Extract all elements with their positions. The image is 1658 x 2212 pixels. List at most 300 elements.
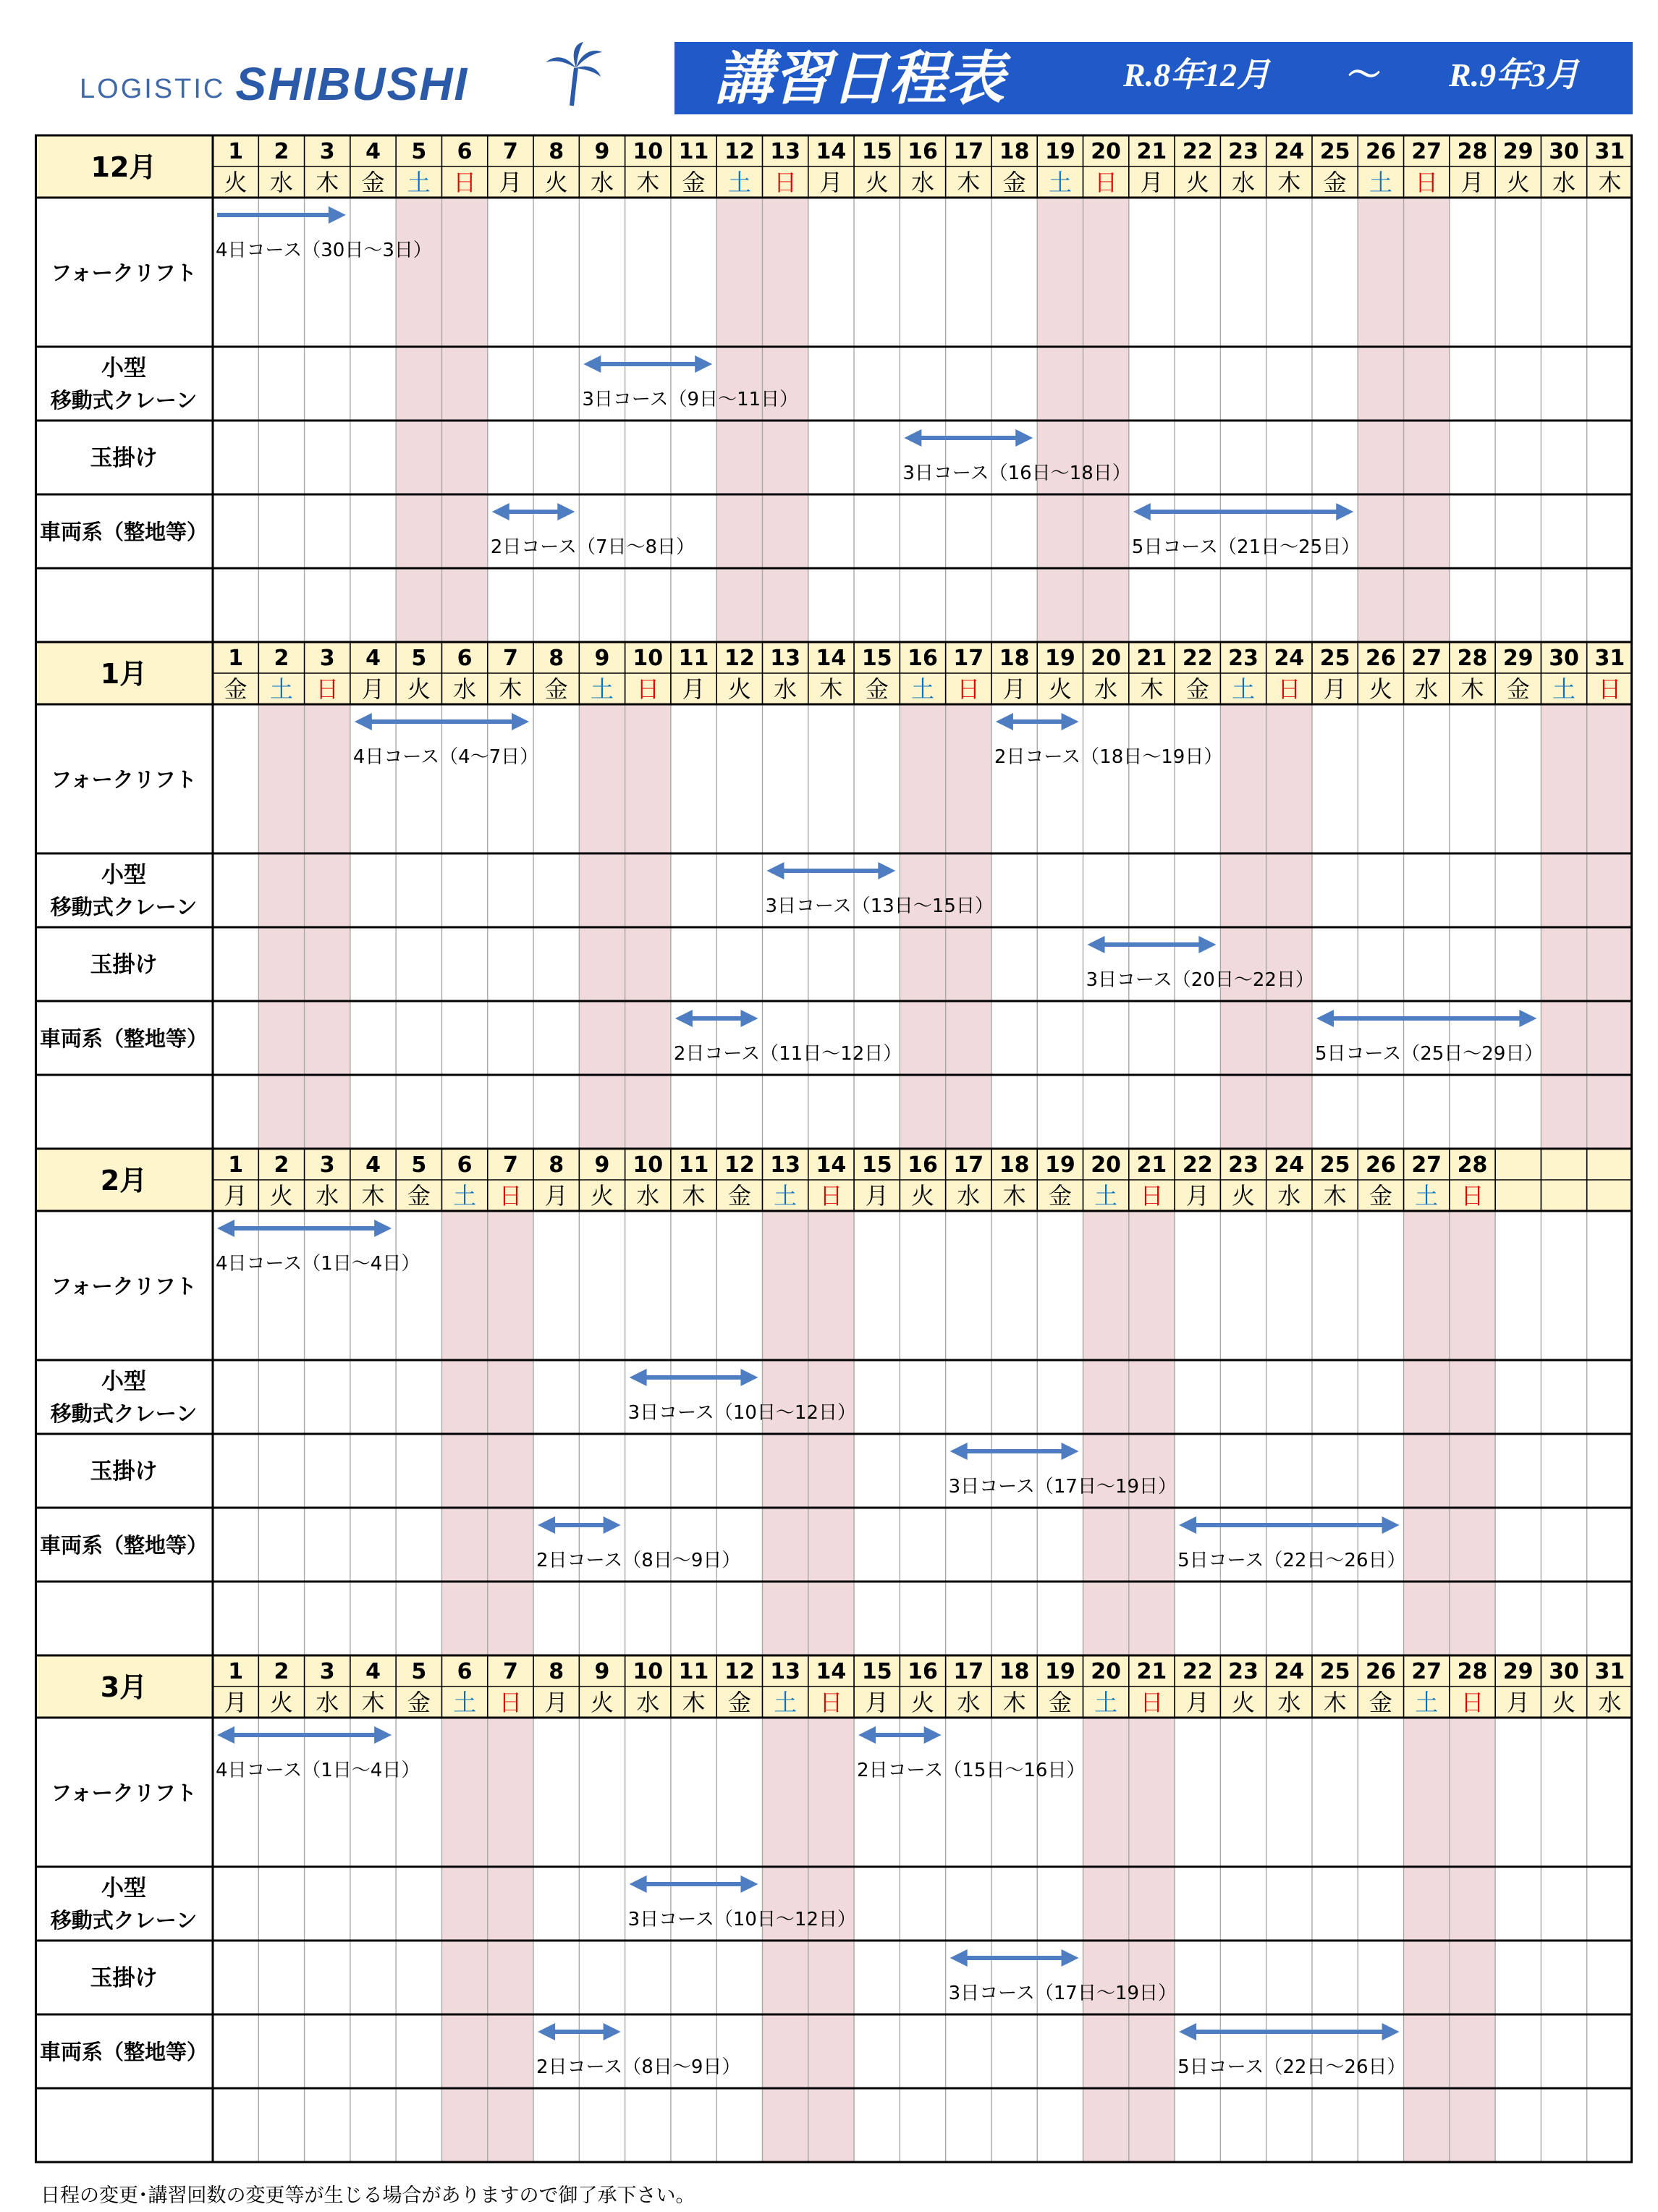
day-number: 1 [228,139,244,164]
arrow-head-left [1316,1010,1334,1027]
weekday-label: 木 [1277,169,1301,196]
day-number: 31 [1594,139,1625,164]
day-number: 6 [457,1152,473,1178]
weekday-label: 月 [865,1182,889,1210]
day-number: 8 [549,1152,564,1178]
day-number: 7 [502,139,518,164]
day-number: 1 [228,1152,244,1178]
day-number: 10 [633,139,664,164]
weekday-label: 木 [1323,1182,1347,1210]
day-number: 26 [1366,1659,1396,1684]
day-number: 23 [1228,139,1259,164]
weekday-label: 木 [819,675,843,703]
weekday-label: 日 [1140,1182,1164,1210]
weekday-label: 月 [544,1182,568,1210]
weekday-label: 金 [224,675,248,703]
course-row-label: フォークリフト [51,1274,197,1299]
day-number: 15 [861,646,892,671]
weekday-label: 火 [1232,1182,1256,1210]
arrow-head-right [1062,1949,1079,1967]
course-arrow [630,1875,758,1893]
palm-tree-icon [544,42,602,107]
arrow-head-left [630,1369,647,1386]
weekday-label: 土 [1094,1689,1118,1716]
day-number: 16 [908,646,938,671]
day-number: 21 [1136,139,1167,164]
weekday-label: 水 [1415,675,1439,703]
day-number: 2 [274,139,289,164]
course-arrow [1133,503,1353,520]
day-number: 20 [1091,1152,1122,1178]
weekday-label: 金 [407,1182,431,1210]
course-row-label: フォークリフト [51,767,197,792]
day-number: 24 [1274,1659,1305,1684]
day-number: 13 [770,646,801,671]
weekday-label: 月 [1323,675,1347,703]
course-row-label: 車両系（整地等） [39,2040,208,2064]
day-number: 9 [594,139,610,164]
day-number: 11 [678,646,709,671]
logo-prefix: LOGISTIC [80,74,226,104]
footer-note: 日程の変更･講習回数の変更等が生じる場合がありますので御了承下さい。 [41,2184,695,2207]
course-arrow [630,1369,758,1386]
arrow-head-left [217,1726,234,1744]
weekday-label: 火 [1506,169,1530,196]
day-number: 16 [908,139,938,164]
course-label: 2日コース（7日～8日） [490,536,695,558]
weekday-label: 木 [682,1689,706,1716]
day-number: 5 [411,1659,427,1684]
day-number: 5 [411,1152,427,1178]
course-row-label: 玉掛け [90,1459,158,1485]
day-number: 5 [411,139,427,164]
course-arrow [950,1443,1079,1460]
day-number: 26 [1366,139,1396,164]
title-banner [674,42,1633,114]
weekday-label: 金 [682,169,706,196]
day-number: 13 [770,1659,801,1684]
course-row-label: 小型 [101,355,146,381]
weekday-label: 金 [544,675,568,703]
day-number: 18 [999,646,1030,671]
arrow-head-left [950,1949,968,1967]
weekday-label: 日 [1460,1182,1484,1210]
day-number: 31 [1594,1659,1625,1684]
weekday-label: 木 [1002,1689,1026,1716]
course-row-label: フォークリフト [51,261,197,285]
course-label: 3日コース（16日～18日） [902,463,1131,484]
day-number: 28 [1457,1152,1488,1178]
month-label: 3月 [100,1671,148,1703]
arrow-head-right [740,1010,758,1027]
course-arrow [904,429,1033,447]
day-number: 3 [319,1659,335,1684]
day-number: 13 [770,1152,801,1178]
day-number: 7 [502,646,518,671]
arrow-head-right [695,355,712,373]
course-label: 3日コース（20日～22日） [1086,969,1314,991]
course-label: 5日コース（22日～26日） [1177,1550,1406,1571]
day-number: 15 [861,1659,892,1684]
weekday-label: 月 [1460,169,1484,196]
day-number: 15 [861,1152,892,1178]
weekday-label: 土 [453,1182,477,1210]
weekday-label: 土 [1048,169,1072,196]
day-number: 4 [365,646,381,671]
day-number: 21 [1136,646,1167,671]
weekday-label: 水 [316,1182,339,1210]
course-label: 5日コース（21日～25日） [1131,536,1361,558]
weekday-label: 水 [1552,169,1576,196]
weekday-label: 火 [407,675,431,703]
day-number: 19 [1044,646,1075,671]
day-number: 30 [1549,1659,1579,1684]
arrow-head-right [1015,429,1033,447]
day-number: 12 [724,1659,755,1684]
month-label: 1月 [100,658,148,690]
course-arrow [583,355,712,373]
weekday-label: 火 [544,169,568,196]
arrow-head-right [374,1726,392,1744]
weekday-label: 水 [636,1689,660,1716]
day-number: 22 [1182,646,1213,671]
arrow-head-left [538,1516,555,1534]
arrow-head-right [1382,1516,1400,1534]
day-number: 23 [1228,1659,1259,1684]
weekday-label: 土 [407,169,431,196]
day-number: 12 [724,646,755,671]
course-label: 2日コース（18日～19日） [994,746,1223,768]
weekday-label: 火 [269,1689,293,1716]
day-number: 8 [549,646,564,671]
arrow-head-right [329,206,346,224]
weekday-label: 水 [316,1689,339,1716]
weekday-label: 日 [1140,1689,1164,1716]
weekday-label: 火 [1048,675,1072,703]
weekday-label: 日 [499,1182,523,1210]
day-number: 9 [594,1152,610,1178]
weekday-label: 火 [590,1689,614,1716]
course-label: 4日コース（1日～4日） [216,1760,420,1781]
weekday-label: 月 [544,1689,568,1716]
course-label: 3日コース（9日～11日） [582,389,799,410]
weekday-label: 金 [1048,1182,1072,1210]
course-label: 3日コース（17日～19日） [948,1983,1177,2004]
weekday-label: 日 [1094,169,1118,196]
course-label: 5日コース（25日～29日） [1314,1043,1544,1065]
day-number: 25 [1319,139,1350,164]
day-number: 11 [678,1152,709,1178]
course-label: 4日コース（30日～3日） [216,240,432,261]
day-number: 29 [1502,1659,1534,1684]
course-arrow [766,862,895,879]
day-number: 8 [549,1659,564,1684]
weekday-label: 月 [865,1689,889,1716]
weekday-label: 木 [499,675,523,703]
course-row-label: 玉掛け [90,952,158,978]
weekday-label: 金 [727,1689,751,1716]
day-number: 31 [1594,646,1625,671]
weekday-label: 土 [1094,1182,1118,1210]
weekday-label: 月 [224,1182,248,1210]
weekday-label: 木 [957,169,981,196]
day-number: 4 [365,139,381,164]
weekday-label: 土 [1552,675,1576,703]
course-label: 4日コース（4～7日） [352,746,539,768]
course-label: 2日コース（15日～16日） [857,1760,1086,1781]
day-number: 4 [365,1152,381,1178]
day-number: 17 [953,1152,984,1178]
day-number: 16 [908,1659,938,1684]
month-section-1 [35,135,1633,642]
arrow-head-right [924,1726,942,1744]
company-logo [80,56,469,110]
weekday-label: 土 [774,1689,798,1716]
day-number: 24 [1274,139,1305,164]
page-title: 講習日程表 [715,44,1004,112]
month-section-3 [35,1149,1633,1655]
weekday-label: 月 [819,169,843,196]
weekday-label: 火 [1232,1689,1256,1716]
day-number: 27 [1411,646,1442,671]
course-row-label: 小型 [101,862,146,888]
course-label: 3日コース（13日～15日） [765,895,994,917]
weekday-label: 木 [1598,169,1622,196]
day-number: 6 [457,646,473,671]
weekday-label: 木 [1323,1689,1347,1716]
arrow-head-left [858,1726,876,1744]
day-number: 8 [549,139,564,164]
day-number: 22 [1182,139,1213,164]
weekday-label: 日 [1277,675,1301,703]
course-label: 2日コース（11日～12日） [673,1043,902,1065]
weekday-label: 土 [1232,675,1256,703]
weekday-label: 土 [1369,169,1392,196]
day-number: 1 [228,646,244,671]
weekday-label: 木 [361,1689,385,1716]
weekday-label: 火 [590,1182,614,1210]
day-number: 14 [816,139,847,164]
weekday-label: 土 [453,1689,477,1716]
course-label: 2日コース（8日～9日） [536,1550,741,1571]
weekday-label: 金 [865,675,889,703]
day-number: 20 [1091,139,1122,164]
weekday-label: 月 [1185,1182,1209,1210]
day-number: 9 [594,1659,610,1684]
day-number: 5 [411,646,427,671]
month-label: 12月 [90,151,157,183]
day-number: 27 [1411,1152,1442,1178]
arrow-head-left [766,862,784,879]
day-number: 24 [1274,1152,1305,1178]
course-label: 3日コース（10日～12日） [627,1402,857,1424]
weekday-label: 火 [269,1182,293,1210]
day-number: 25 [1319,1152,1350,1178]
weekday-label: 水 [590,169,614,196]
day-number: 27 [1411,139,1442,164]
weekday-label: 水 [636,1182,660,1210]
weekday-label: 金 [407,1689,431,1716]
day-number: 25 [1319,1659,1350,1684]
weekday-label: 月 [1506,1689,1530,1716]
day-number: 20 [1091,1659,1122,1684]
arrow-head-left [1179,2023,1196,2040]
weekday-label: 月 [1002,675,1026,703]
weekday-label: 木 [1140,675,1164,703]
day-number: 7 [502,1659,518,1684]
arrow-head-right [374,1220,392,1237]
day-number: 14 [816,1659,847,1684]
day-number: 17 [953,1659,984,1684]
weekday-label: 水 [774,675,798,703]
day-number: 12 [724,1152,755,1178]
weekday-label: 金 [1002,169,1026,196]
day-number: 2 [274,1152,289,1178]
weekday-label: 土 [1415,1182,1439,1210]
weekday-label: 土 [727,169,751,196]
arrow-head-left [217,1220,234,1237]
day-number: 3 [319,139,335,164]
course-row-label: 小型 [101,1875,146,1901]
month-label: 2月 [100,1165,148,1196]
day-number: 3 [319,646,335,671]
day-number: 10 [633,1152,664,1178]
weekday-label: 金 [361,169,385,196]
course-row-label: 小型 [101,1369,146,1395]
course-arrow [1179,2023,1399,2040]
logo-name: SHIBUSHI [235,58,469,110]
day-number: 30 [1549,139,1579,164]
weekday-label: 水 [1232,169,1256,196]
period-separator: ～ [1348,56,1381,93]
weekday-label: 月 [361,675,385,703]
day-number: 20 [1091,646,1122,671]
arrow-head-left [583,355,601,373]
day-number: 16 [908,1152,938,1178]
arrow-head-right [1062,1443,1079,1460]
arrow-head-left [904,429,921,447]
day-number: 11 [678,139,709,164]
arrow-head-left [355,713,372,730]
course-row-label: 車両系（整地等） [39,1026,208,1051]
weekday-label: 金 [1506,675,1530,703]
weekday-label: 水 [269,169,293,196]
arrow-head-right [1198,936,1216,953]
weekday-label: 火 [1185,169,1209,196]
weekday-label: 日 [316,675,339,703]
weekday-label: 土 [269,675,293,703]
weekday-label: 火 [727,675,751,703]
course-row-label: 車両系（整地等） [39,1533,208,1558]
day-number: 9 [594,646,610,671]
day-number: 29 [1502,646,1534,671]
weekday-label: 土 [910,675,935,703]
period-start: R.8年12月 [1123,56,1271,93]
weekday-label: 金 [727,1182,751,1210]
arrow-head-right [557,503,575,520]
arrow-head-right [878,862,895,879]
weekday-label: 日 [1415,169,1439,196]
course-label: 4日コース（1日～4日） [216,1253,420,1275]
weekday-label: 日 [957,675,981,703]
day-number: 13 [770,139,801,164]
weekday-label: 火 [1369,675,1392,703]
arrow-head-left [492,503,509,520]
course-arrow [1179,1516,1399,1534]
weekday-label: 月 [1185,1689,1209,1716]
day-number: 6 [457,1659,473,1684]
day-number: 29 [1502,139,1534,164]
weekday-label: 日 [1598,675,1622,703]
weekday-label: 水 [453,675,477,703]
weekday-label: 日 [819,1689,843,1716]
weekday-label: 水 [1277,1689,1301,1716]
arrow-head-left [675,1010,693,1027]
day-number: 26 [1366,646,1396,671]
weekday-label: 火 [224,169,248,196]
weekday-label: 水 [1598,1689,1622,1716]
day-number: 17 [953,139,984,164]
day-number: 14 [816,646,847,671]
day-number: 22 [1182,1659,1213,1684]
course-label: 2日コース（8日～9日） [536,2056,741,2078]
weekday-label: 木 [636,169,660,196]
weekday-label: 月 [1140,169,1164,196]
arrow-head-right [740,1875,758,1893]
arrow-head-left [1088,936,1105,953]
weekday-label: 日 [636,675,660,703]
weekday-label: 水 [1094,675,1118,703]
day-number: 23 [1228,1152,1259,1178]
course-row-label: 移動式クレーン [50,895,198,919]
weekday-label: 金 [1369,1689,1392,1716]
day-number: 24 [1274,646,1305,671]
day-number: 30 [1549,646,1579,671]
day-number: 2 [274,646,289,671]
weekday-label: 火 [1552,1689,1576,1716]
period-end: R.9年3月 [1449,56,1580,93]
weekday-label: 日 [453,169,477,196]
arrow-head-right [740,1369,758,1386]
weekday-label: 火 [910,1182,935,1210]
weekday-label: 土 [1415,1689,1439,1716]
day-number: 21 [1136,1152,1167,1178]
weekday-label: 月 [682,675,706,703]
day-number: 28 [1457,646,1488,671]
page-header [0,0,1658,116]
day-number: 19 [1044,139,1075,164]
day-number: 28 [1457,139,1488,164]
weekday-label: 水 [957,1689,981,1716]
month-section-4 [35,1655,1633,2162]
course-row-label: 移動式クレーン [50,388,198,413]
course-label: 5日コース（22日～26日） [1177,2056,1406,2078]
day-number: 7 [502,1152,518,1178]
weekday-label: 木 [1002,1182,1026,1210]
arrow-head-left [630,1875,647,1893]
day-number: 27 [1411,1659,1442,1684]
weekday-label: 金 [1369,1182,1392,1210]
weekday-label: 金 [1323,169,1347,196]
day-number: 6 [457,139,473,164]
weekday-label: 火 [910,1689,935,1716]
day-number: 25 [1319,646,1350,671]
day-number: 14 [816,1152,847,1178]
weekday-label: 土 [590,675,614,703]
course-arrow [217,206,346,224]
weekday-label: 水 [910,169,935,196]
course-row-label: 玉掛け [90,1965,158,1991]
